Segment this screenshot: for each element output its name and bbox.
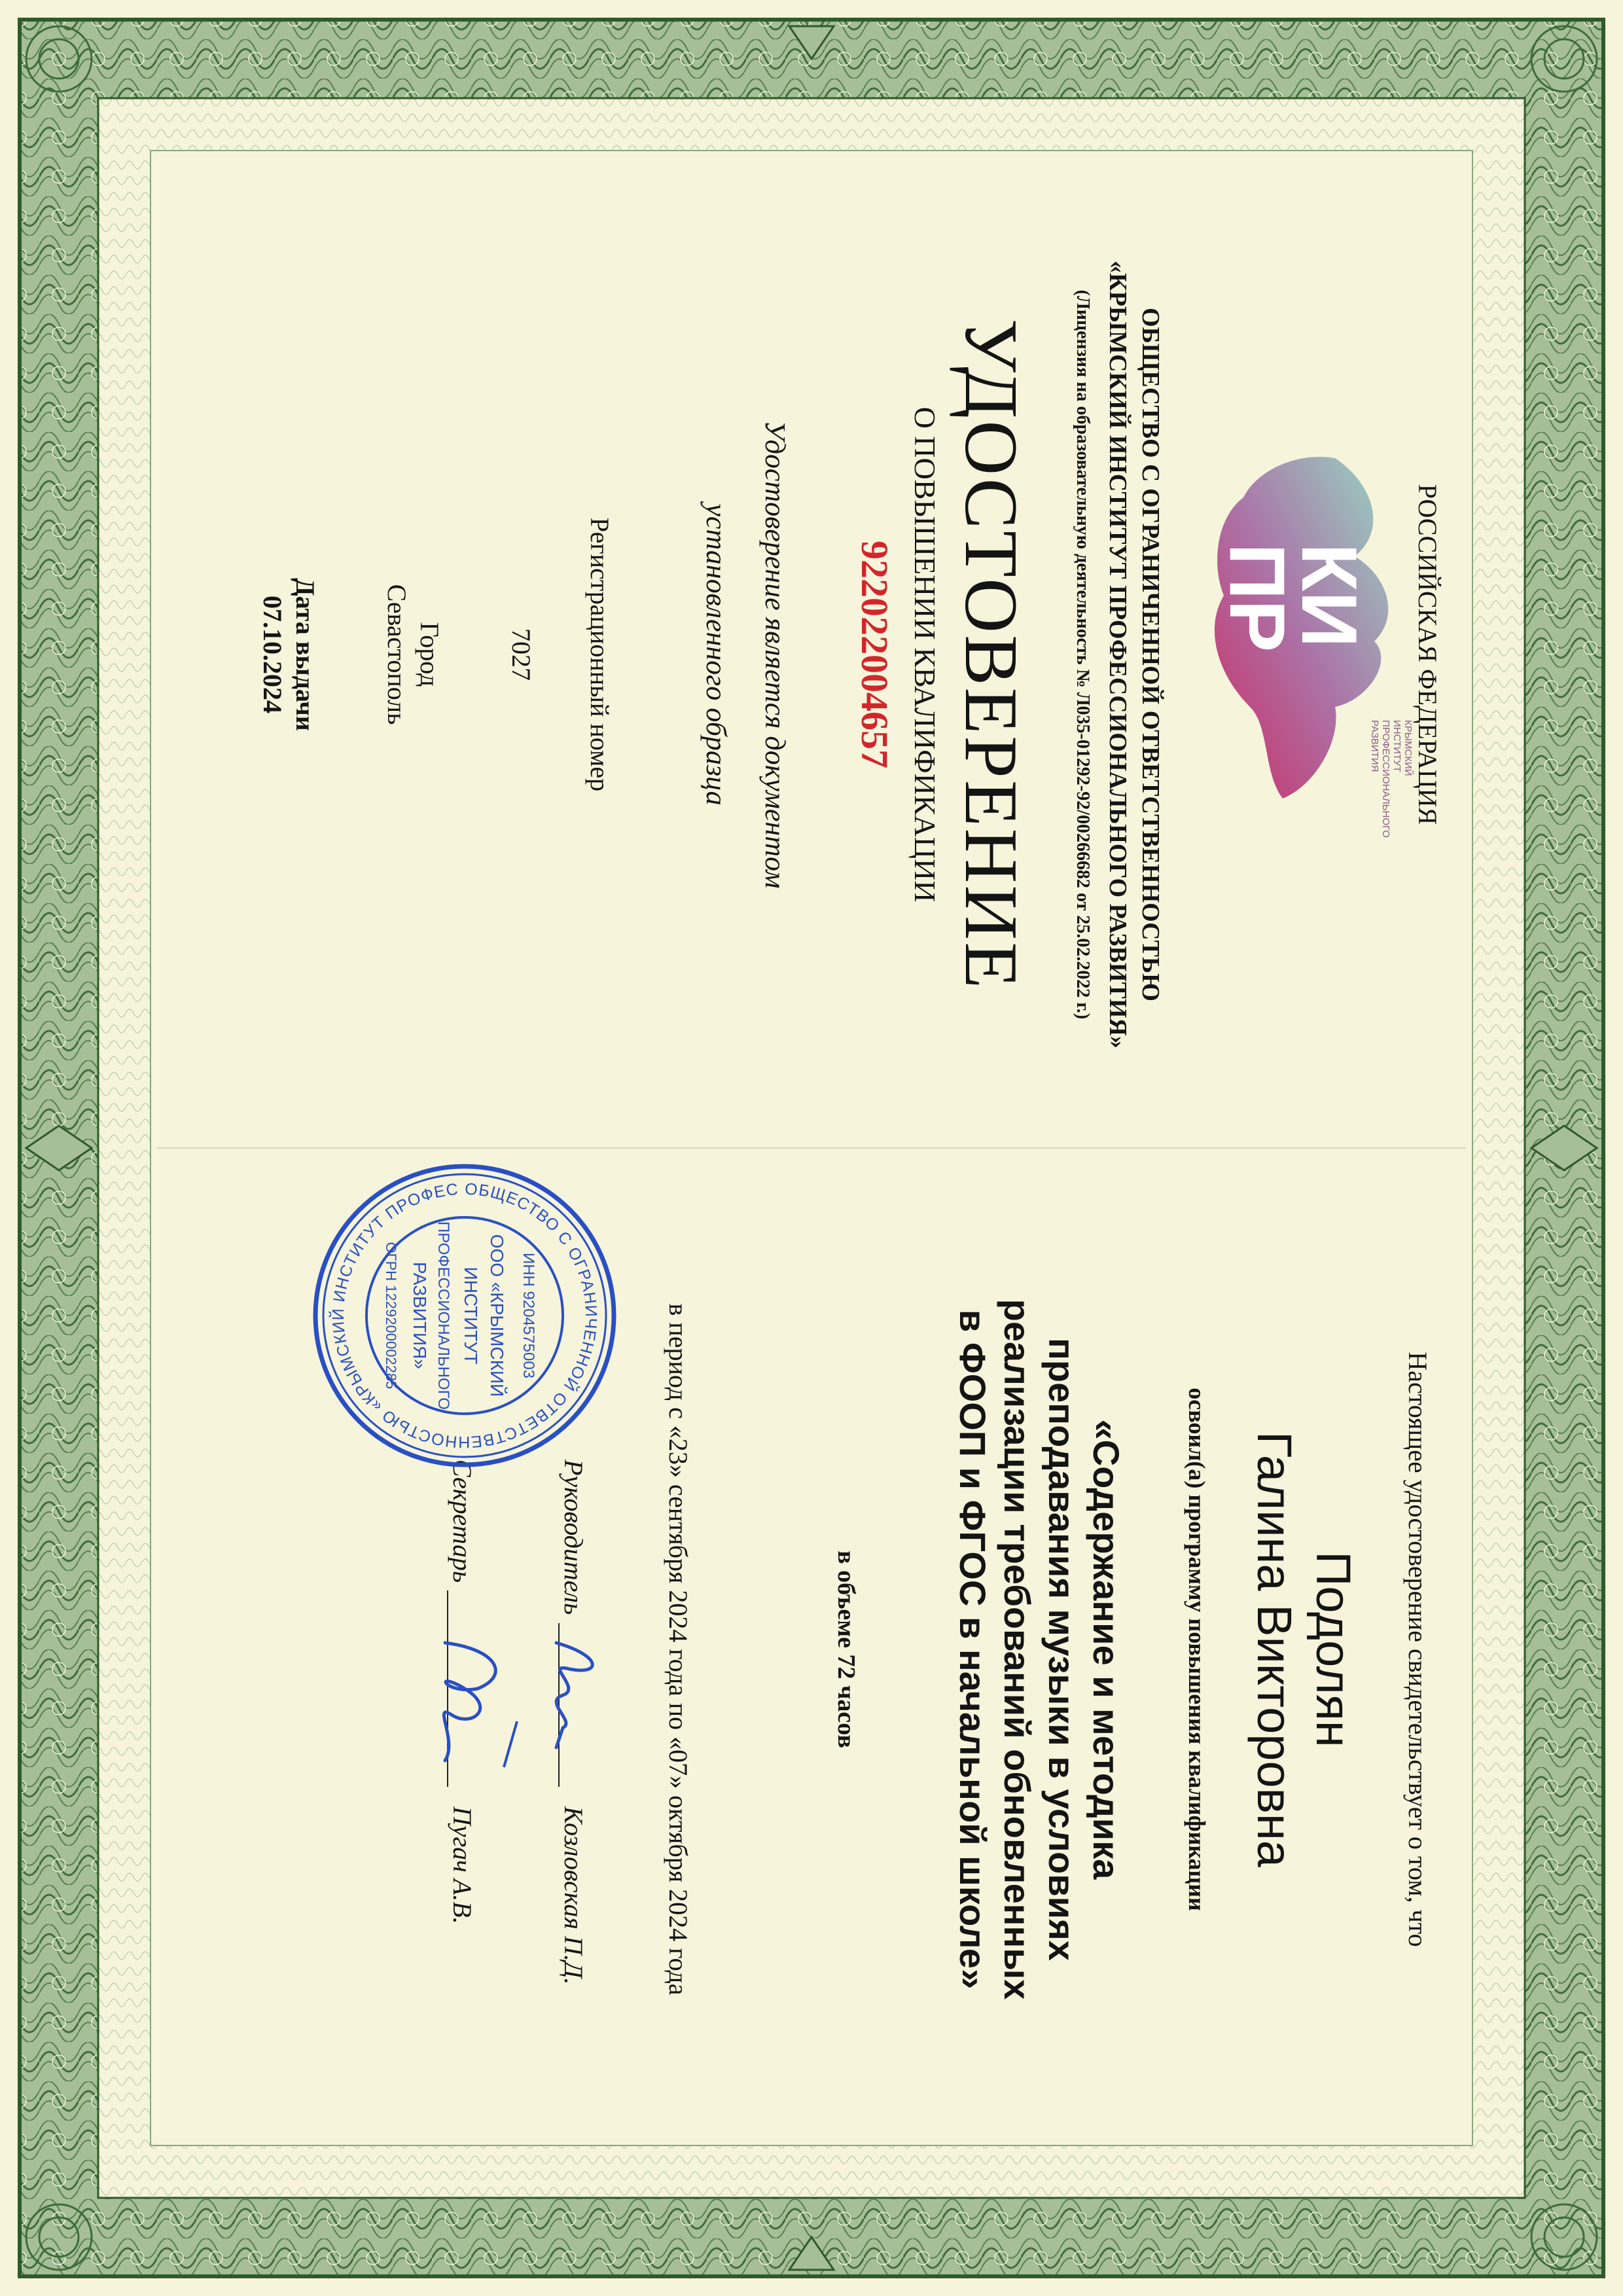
document-number: 922022004657 bbox=[853, 541, 896, 768]
program-title-line2: преподавания музыки в условиях bbox=[1041, 1338, 1082, 1961]
registration-number: 7027 bbox=[507, 628, 536, 681]
program-title-line1: «Содержание и методика bbox=[1086, 1419, 1127, 1880]
note-line2: установленного образца bbox=[700, 503, 732, 806]
note-line1: Удостоверение является документом bbox=[759, 420, 791, 889]
recipient-given-names: Галина Викторовна bbox=[1247, 1431, 1302, 1867]
program-volume: в объеме 72 часов bbox=[832, 1551, 860, 1748]
org-name-line2: «КРЫМСКИЙ ИНСТИТУТ ПРОФЕССИОНАЛЬНОГО РАЗВИТИЯ» bbox=[1104, 260, 1132, 1049]
org-name-line1: ОБЩЕСТВО С ОГРАНИЧЕННОЙ ОТВЕТСТВЕННОСТЬЮ bbox=[1137, 308, 1164, 1001]
city-label: Город bbox=[415, 622, 444, 687]
document-subtitle: О ПОВЫШЕНИИ КВАЛИФИКАЦИИ bbox=[908, 406, 942, 903]
country-label: РОССИЙСКАЯ ФЕДЕРАЦИЯ bbox=[1413, 484, 1442, 825]
official-seal bbox=[308, 1158, 622, 1473]
svg-text:ИНН 9204575003: ИНН 9204575003 bbox=[520, 1252, 537, 1379]
svg-text:ОБЩЕСТВО С ОГРАНИЧЕННОЙ ОТВЕТС: ОБЩЕСТВО С ОГРАНИЧЕННОЙ ОТВЕТСТВЕННОСТЬЮ «КРЫМСКИЙ ИНСТИТУТ ПРОФЕС bbox=[329, 1179, 601, 1452]
registration-label: Регистрационный номер bbox=[585, 517, 615, 792]
svg-text:ИНСТИТУТ: ИНСТИТУТ bbox=[461, 1266, 481, 1365]
svg-text:ОГРН 1229200002285: ОГРН 1229200002285 bbox=[383, 1242, 399, 1390]
program-title-line3: реализации требований обновленных bbox=[997, 1299, 1038, 2000]
training-period: в период с «23» сентября 2024 года по «07» октября 2024 года bbox=[664, 1303, 693, 1996]
issue-date-value: 07.10.2024 bbox=[258, 596, 287, 713]
license-text: (Лицензия на образовательную деятельность № Л035-01292-92/00266682 от 25.02.2022 г.) bbox=[1073, 289, 1093, 1020]
issue-date-label: Дата выдачи bbox=[291, 578, 320, 731]
institute-logo bbox=[1198, 445, 1414, 838]
svg-text:ООО «КРЫМСКИЙ: ООО «КРЫМСКИЙ bbox=[487, 1234, 507, 1397]
program-title-line4: в ФООП и ФГОС в начальной школе» bbox=[952, 1309, 993, 1990]
director-label: Руководитель bbox=[559, 1460, 588, 1615]
secretary-name: Пугач А.В. bbox=[448, 1806, 477, 1924]
city-value: Севастополь bbox=[382, 584, 412, 725]
document-title: УДОСТОВЕРЕНИЕ bbox=[949, 318, 1033, 991]
program-intro: освоил(а) программу повышения квалификации bbox=[1184, 1388, 1210, 1911]
recipient-surname: Подолян bbox=[1306, 1551, 1361, 1748]
secretary-label: Секретарь bbox=[448, 1460, 477, 1583]
seal-stamp-icon bbox=[308, 1158, 622, 1473]
svg-text:РАЗВИТИЯ»: РАЗВИТИЯ» bbox=[410, 1262, 430, 1369]
svg-text:ПР: ПР bbox=[1213, 543, 1301, 653]
handwritten-signatures bbox=[412, 1617, 628, 1813]
logo-caption: КРЫМСКИЙ ИНСТИТУТ ПРОФЕССИОНАЛЬНОГО РАЗВИТИЯ bbox=[1369, 720, 1414, 838]
director-name: Козловская П.Д. bbox=[559, 1806, 588, 1985]
intro-text: Настоящее удостоверение свидетельствует о том, что bbox=[1403, 1352, 1433, 1947]
svg-text:ПРОФЕССИОНАЛЬНОГО: ПРОФЕССИОНАЛЬНОГО bbox=[435, 1221, 452, 1410]
svg-text:КИ: КИ bbox=[1285, 543, 1373, 648]
